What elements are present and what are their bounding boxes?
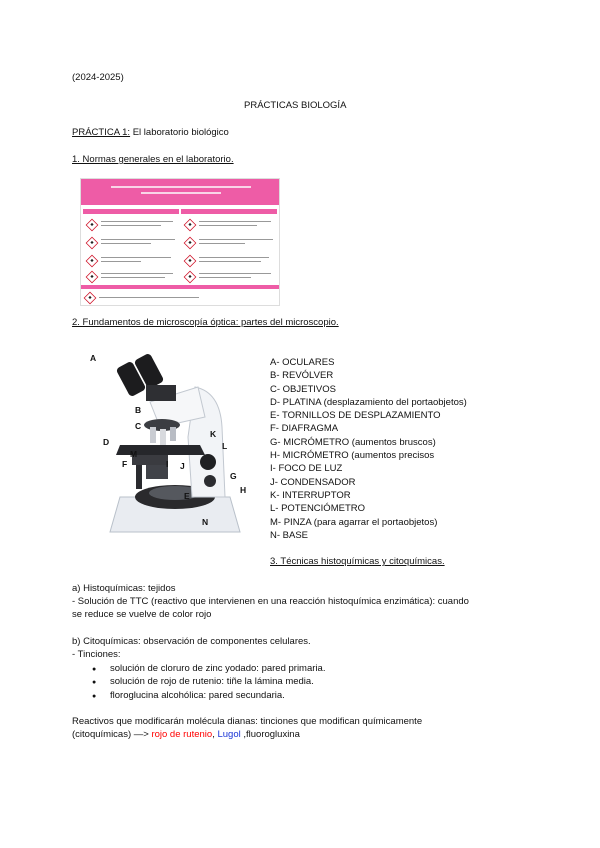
page-title: PRÁCTICAS BIOLOGÍA	[244, 100, 347, 111]
hazard-pictogram-icon	[86, 237, 99, 250]
microscope-part-item: K- INTERRUPTOR	[270, 489, 351, 501]
section-3-heading: 3. Técnicas histoquímicas y citoquímicas.	[270, 556, 445, 567]
microscope-icon	[80, 347, 260, 557]
section-2-heading: 2. Fundamentos de microscopía óptica: partes del microscopio.	[72, 317, 339, 328]
list-item: ● floroglucina alcohólica: pared secundaria.	[92, 689, 325, 702]
microscope-part-item: N- BASE	[270, 529, 309, 541]
histo-line-2: se reduce se vuelve de color rojo	[72, 609, 212, 620]
microscope-part-item: G- MICRÓMETRO (aumentos bruscos)	[270, 436, 436, 448]
hazard-pictogram-icon	[86, 219, 99, 232]
safety-col-right	[181, 209, 277, 283]
photo-label-m: M	[130, 449, 138, 459]
photo-label-l: L	[222, 441, 228, 451]
practica-heading	[72, 127, 229, 138]
tinciones-list	[92, 662, 325, 702]
microscope-part-item: I- FOCO DE LUZ	[270, 463, 343, 475]
hazard-pictogram-icon	[184, 237, 197, 250]
lab-safety-sheet-image	[80, 178, 280, 306]
year-label: (2024-2025)	[72, 72, 124, 83]
photo-label-b: B	[135, 405, 142, 415]
photo-label-f: F	[122, 459, 128, 469]
microscope-part-item: H- MICRÓMETRO (aumentos precisos	[270, 450, 435, 462]
microscope-part-item: B- REVÓLVER	[270, 370, 334, 382]
hazard-pictogram-icon	[84, 292, 97, 305]
sep-2: ,	[240, 729, 246, 740]
list-item: ● solución de rojo de rutenio: tiñe la lámina media.	[92, 675, 325, 688]
microscope-part-item: C- OBJETIVOS	[270, 383, 336, 395]
photo-label-g: G	[230, 471, 237, 481]
cito-heading: b) Citoquímicas: observación de componentes celulares.	[72, 636, 311, 647]
microscope-parts-list	[270, 356, 467, 542]
microscope-part-item: E- TORNILLOS DE DESPLAZAMIENTO	[270, 410, 441, 422]
photo-label-i: I	[166, 459, 169, 469]
sep-1: ,	[212, 729, 218, 740]
safety-col-left	[83, 209, 179, 283]
microscope-part-item: D- PLATINA (desplazamiento del portaobjetos)	[270, 396, 467, 408]
photo-label-h: H	[240, 485, 247, 495]
practica-label: PRÁCTICA 1:	[72, 127, 131, 138]
microscope-part-item: F- DIAFRAGMA	[270, 423, 339, 435]
fluorogluxina-text: fluorogluxina	[246, 729, 300, 740]
hazard-pictogram-icon	[86, 255, 99, 268]
reactivos-line-2	[72, 729, 300, 740]
photo-label-e: E	[184, 491, 190, 501]
photo-label-d: D	[103, 437, 110, 447]
reactivos-line-1: Reactivos que modificarán molécula dianas: tinciones que modifican químicamente	[72, 716, 423, 727]
histo-heading: a) Histoquímicas: tejidos	[72, 583, 176, 594]
microscope-part-item: A- OCULARES	[270, 357, 335, 368]
hazard-pictogram-icon	[184, 219, 197, 232]
reactivos-prefix: (citoquímicas) —>	[72, 729, 152, 740]
hazard-pictogram-icon	[184, 271, 197, 284]
microscope-part-item: J- CONDENSADOR	[270, 476, 356, 488]
photo-label-c: C	[135, 421, 142, 431]
photo-label-j: J	[180, 461, 185, 471]
histo-line-1: - Solución de TTC (reactivo que intervienen en una reacción histoquímica enzimática): cuando	[72, 596, 469, 607]
rojo-rutenio-text: rojo de rutenio	[151, 729, 213, 740]
hazard-pictogram-icon	[184, 255, 197, 268]
tinciones-label: - Tinciones:	[72, 649, 121, 660]
photo-label-a: A	[90, 353, 97, 363]
lugol-text: Lugol	[217, 729, 241, 740]
safety-sheet-header	[81, 179, 279, 205]
section-1-heading: 1. Normas generales en el laboratorio.	[72, 154, 234, 165]
list-item: ● solución de cloruro de zinc yodado: pared primaria.	[92, 662, 325, 675]
microscope-part-item: L- POTENCIÓMETRO	[270, 503, 366, 515]
practica-title: El laboratorio biológico	[130, 127, 229, 138]
microscope-part-item: M- PINZA (para agarrar el portaobjetos)	[270, 516, 438, 528]
photo-label-n: N	[202, 517, 209, 527]
photo-label-k: K	[210, 429, 217, 439]
hazard-pictogram-icon	[86, 271, 99, 284]
microscope-photo	[80, 347, 260, 557]
